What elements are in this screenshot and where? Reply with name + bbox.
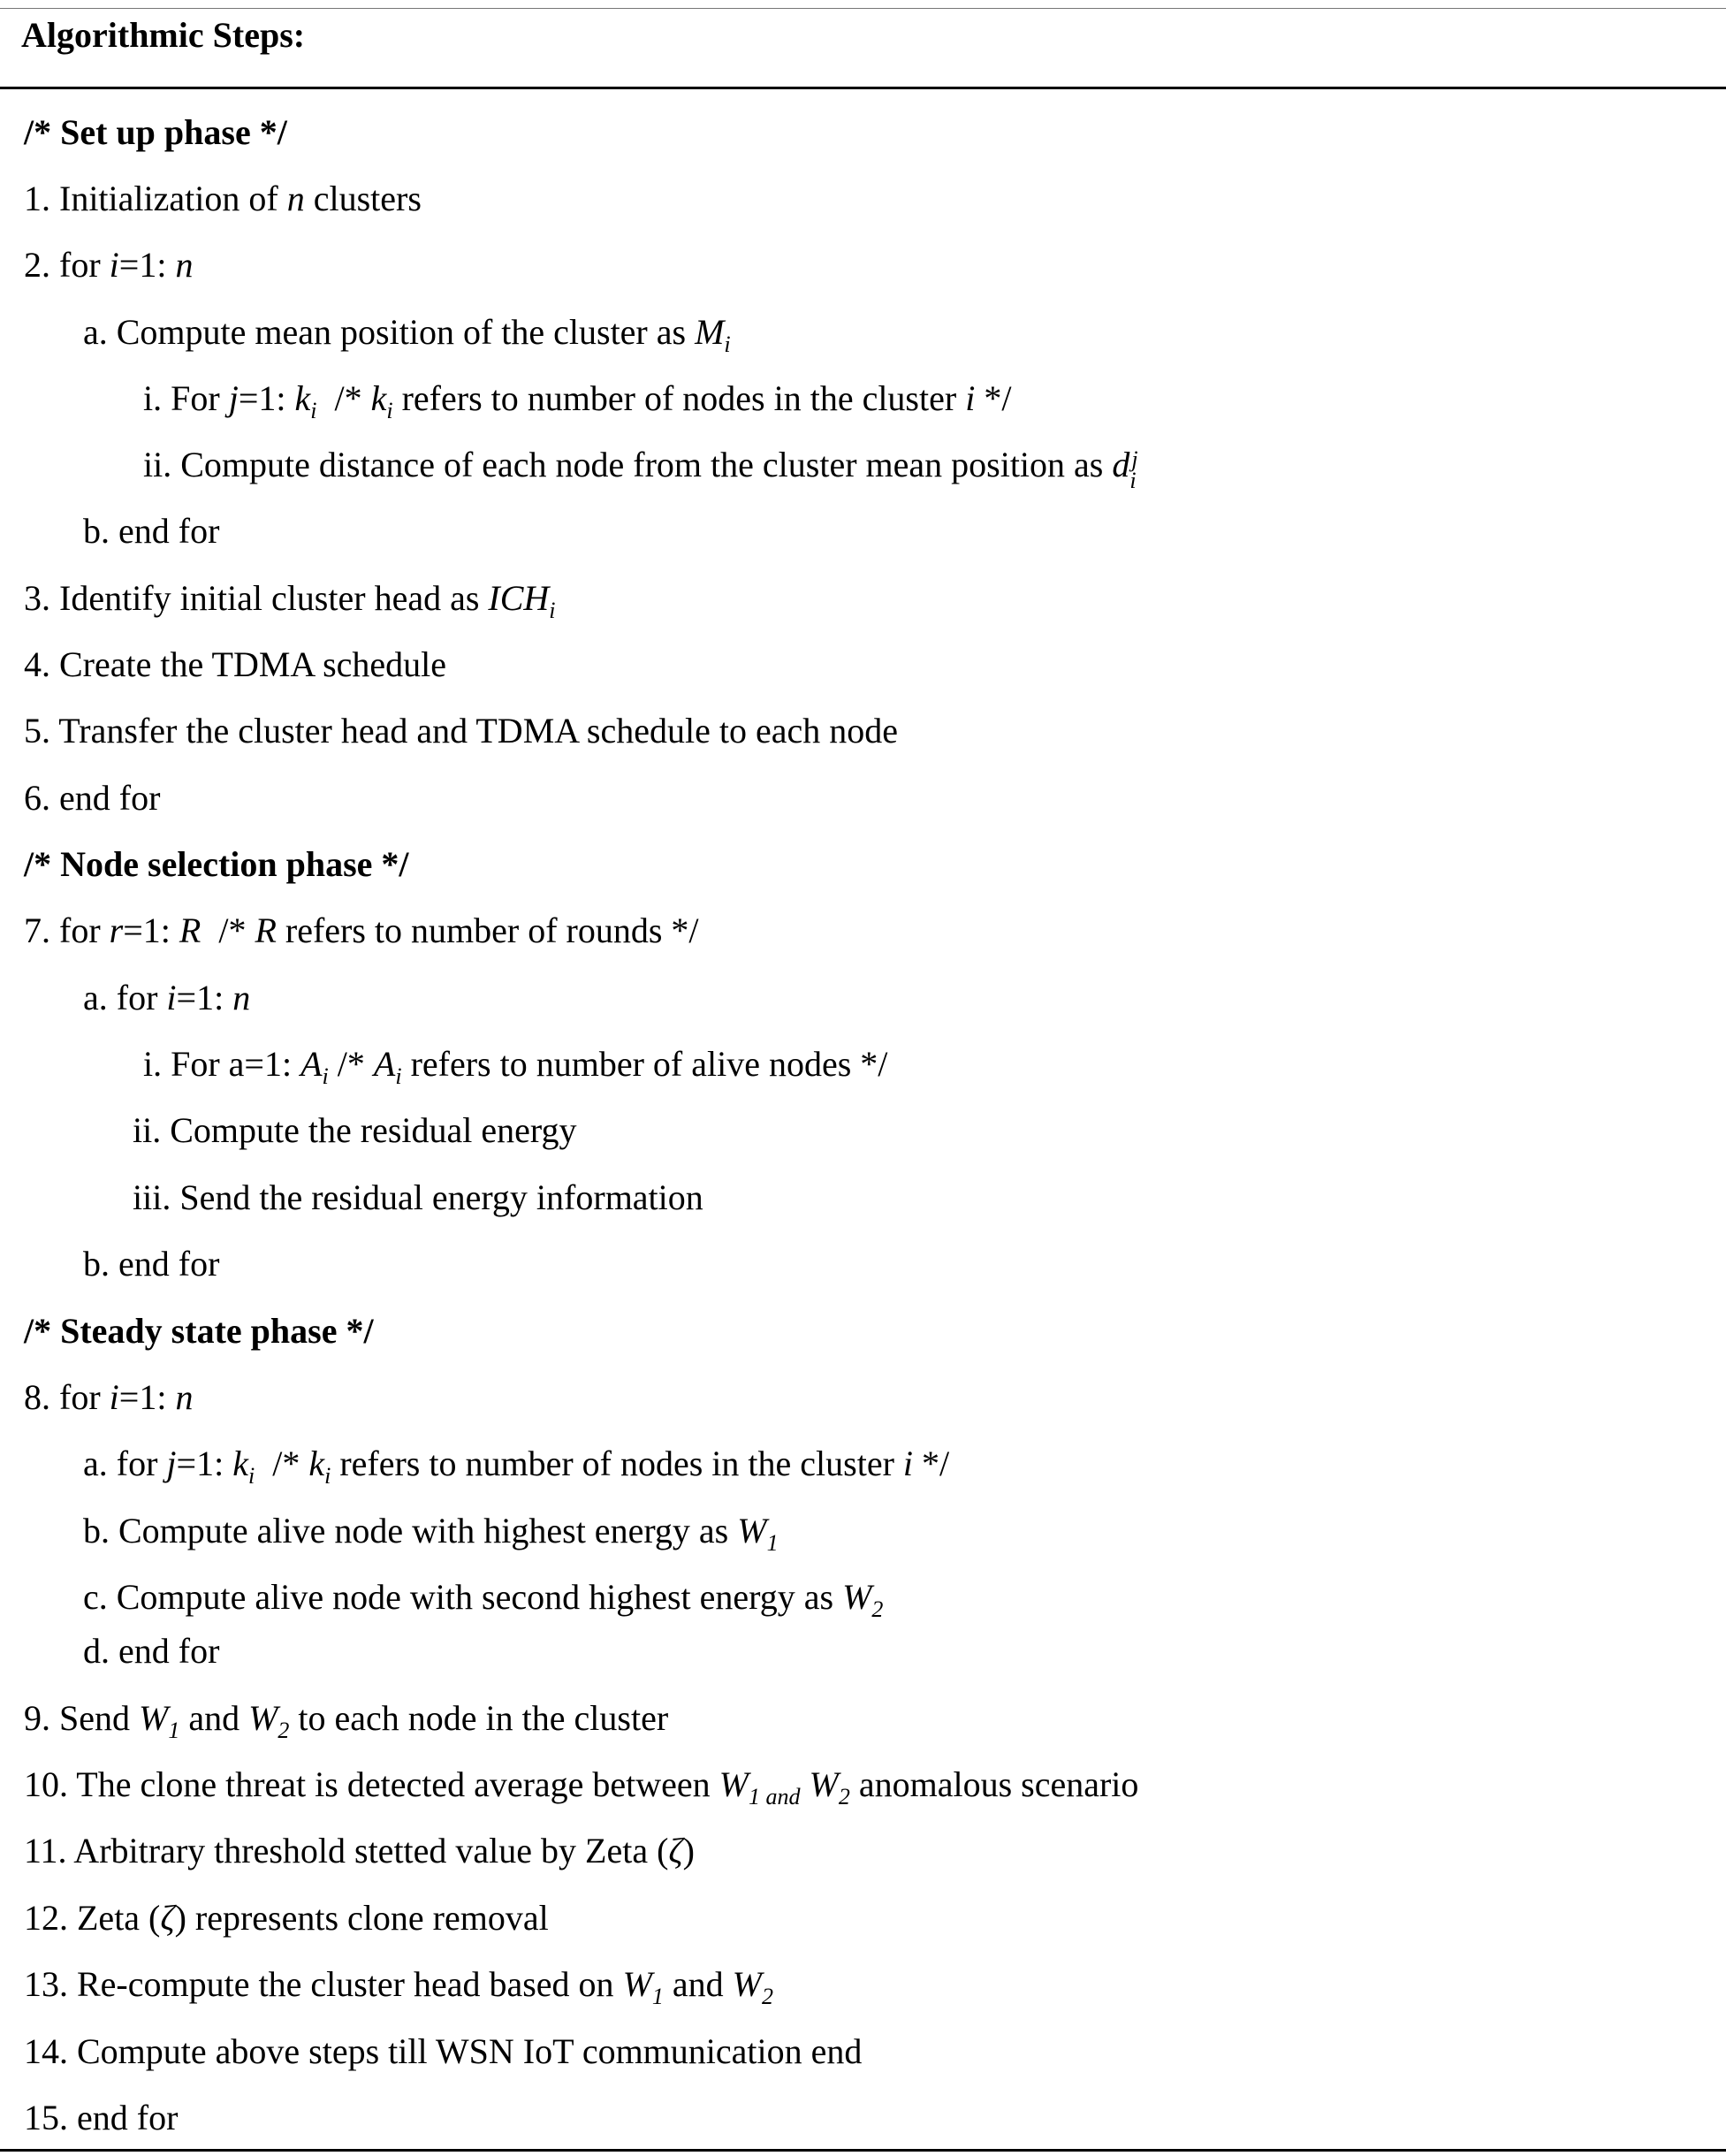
step-14: 14. Compute above steps till WSN IoT communication end (24, 2031, 863, 2071)
step-8d: d. end for (83, 1631, 220, 1671)
step-8: 8. for i=1: n (24, 1377, 194, 1417)
step-7a-ii: ii. Compute the residual energy (133, 1110, 577, 1150)
step-8b: b. Compute alive node with highest energy as $W_1$ (83, 1511, 779, 1556)
step-8a: a. for j=1: $k_i /* k_i$ refers to number of nodes in the cluster i */ (83, 1444, 950, 1489)
step-10: 10. The clone threat is detected average between $W_{1 and}$ $W_2$ anomalous scenario (24, 1764, 1139, 1809)
top-rule (0, 8, 1726, 9)
step-6: 6. end for (24, 778, 161, 818)
header-rule (0, 87, 1726, 89)
step-7a-iii: iii. Send the residual energy information (133, 1177, 703, 1217)
step-4: 4. Create the TDMA schedule (24, 644, 447, 684)
step-15: 15. end for (24, 2098, 179, 2137)
step-7b: b. end for (83, 1244, 220, 1284)
step-2a-i: i. For j=1: $k_i /* k_i$ refers to number of nodes in the cluster i */ (143, 378, 1012, 423)
step-2a-ii: ii. Compute distance of each node from the cluster mean position as d j i (143, 445, 1138, 493)
bottom-rule (0, 2149, 1726, 2152)
phase-heading-setup: /* Set up phase */ (24, 112, 287, 152)
step-2b: b. end for (83, 511, 220, 551)
table-header: Algorithmic Steps: (21, 15, 306, 55)
step-7: 7. for r=1: R /* R refers to number of rounds */ (24, 910, 699, 950)
step-9: 9. Send $W_1$ and $W_2$ to each node in the cluster (24, 1698, 669, 1743)
step-11: 11. Arbitrary threshold stetted value by Zeta (ζ) (24, 1831, 695, 1870)
phase-heading-steady-state: /* Steady state phase */ (24, 1311, 374, 1351)
step-2: 2. for i=1: n (24, 245, 194, 285)
step-3: 3. Identify initial cluster head as $ICH_i$ (24, 578, 556, 623)
step-1: 1. Initialization of n clusters (24, 179, 422, 218)
step-7a: a. for i=1: n (83, 978, 251, 1017)
step-7a-i: i. For a=1: $A_i /* A_i$ refers to number of alive nodes */ (143, 1044, 888, 1089)
step-13: 13. Re-compute the cluster head based on $W_1$ and $W_2$ (24, 1964, 773, 2009)
phase-heading-node-selection: /* Node selection phase */ (24, 844, 409, 884)
step-12: 12. Zeta (ζ) represents clone removal (24, 1898, 549, 1938)
step-5: 5. Transfer the cluster head and TDMA schedule to each node (24, 711, 899, 750)
step-2a: a. Compute mean position of the cluster as $M_i$ (83, 312, 731, 357)
step-8c: c. Compute alive node with second highest energy as $W_2$ (83, 1577, 884, 1622)
